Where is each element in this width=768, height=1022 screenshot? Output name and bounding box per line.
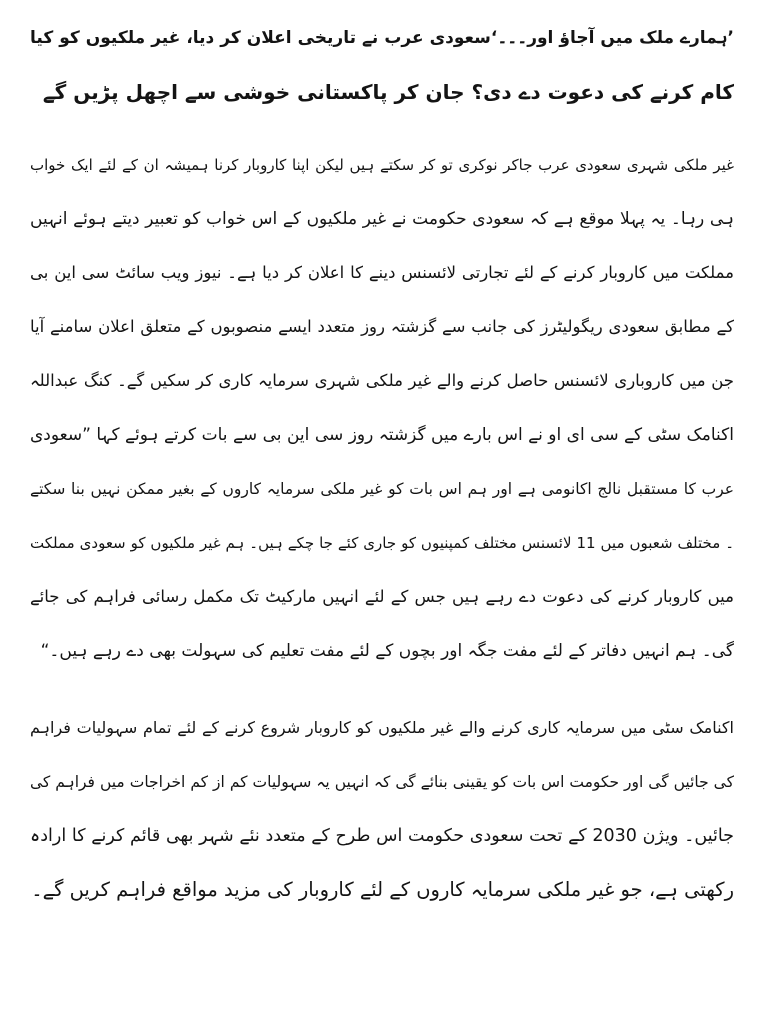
body-line-11: اکنامک سٹی میں سرمایہ کاری کرنے والے غیر ملکیوں کو کاروبار شروع کرنے کے لئے تمام سہولیات فراہم bbox=[30, 718, 734, 737]
body-line-1: غیر ملکی شہری سعودی عرب جاکر نوکری تو کر سکتے ہیں لیکن اپنا کاروبار کرنا ہمیشہ ان کے لئے ایک خواب bbox=[30, 156, 734, 174]
body-line-2: ہی رہا۔ یہ پہلا موقع ہے کہ سعودی حکومت نے غیر ملکیوں کے اس خواب کو تعبیر دیتے ہوئے انہیں bbox=[30, 209, 734, 229]
body-line-9: میں کاروبار کرنے کی دعوت دے رہے ہیں جس کے لئے انہیں مارکیٹ تک مکمل رسائی فراہم کی جائے bbox=[30, 587, 734, 606]
body-line-5: جن میں کاروباری لائسنس حاصل کرنے والے غیر ملکی شہری سرمایہ کاری کر سکیں گے۔ کنگ عبداللہ bbox=[30, 371, 734, 390]
body-line-7: عرب کا مستقبل نالج اکانومی ہے اور ہم اس بات کو غیر ملکی سرمایہ کاروں کے بغیر ممکن نہیں بنا سکتے bbox=[30, 480, 734, 498]
headline-line-2: کام کرنے کی دعوت دے دی؟ جان کر پاکستانی خوشی سے اچھل پڑیں گے bbox=[42, 80, 734, 104]
headline-line-1: ’ہمارے ملک میں آجاؤ اور۔۔۔‘سعودی عرب نے تاریخی اعلان کر دیا، غیر ملکیوں کو کیا bbox=[30, 28, 734, 48]
body-line-10: گی۔ ہم انہیں دفاتر کے لئے مفت جگہ اور بچوں کے لئے مفت تعلیم کی سہولت بھی دے رہے ہیں۔“ bbox=[40, 641, 734, 661]
body-line-8: ۔ مختلف شعبوں میں 11 لائسنس مختلف کمپنیوں کو جاری کئے جا چکے ہیں۔ ہم غیر ملکیوں کو سعودی مملکت bbox=[30, 534, 734, 552]
body-line-13: جائیں۔ ویژن 2030 کے تحت سعودی حکومت اس طرح کے متعدد نئے شہر بھی قائم کرنے کا ارادہ bbox=[30, 826, 734, 846]
body-line-6: اکنامک سٹی کے سی ای او نے اس بارے میں گزشتہ روز سی این بی سے بات کرتے ہوئے کہا ”سعودی bbox=[30, 425, 734, 445]
body-line-12: کی جائیں گی اور حکومت اس بات کو یقینی بنائے گی کہ انہیں یہ سہولیات کم از کم اخراجات میں فراہم کی bbox=[30, 773, 734, 791]
body-line-4: کے مطابق سعودی ریگولیٹرز کی جانب سے گزشتہ روز متعدد ایسے منصوبوں کے متعلق اعلان سامنے آیا bbox=[30, 317, 734, 336]
body-line-3: مملکت میں کاروبار کرنے کے لئے تجارتی لائسنس دینے کا اعلان کر دیا ہے۔ نیوز ویب سائٹ سی این بی bbox=[30, 263, 734, 282]
body-line-14: رکھتی ہے، جو غیر ملکی سرمایہ کاروں کے لئے کاروبار کی مزید مواقع فراہم کریں گے۔ bbox=[31, 878, 734, 901]
